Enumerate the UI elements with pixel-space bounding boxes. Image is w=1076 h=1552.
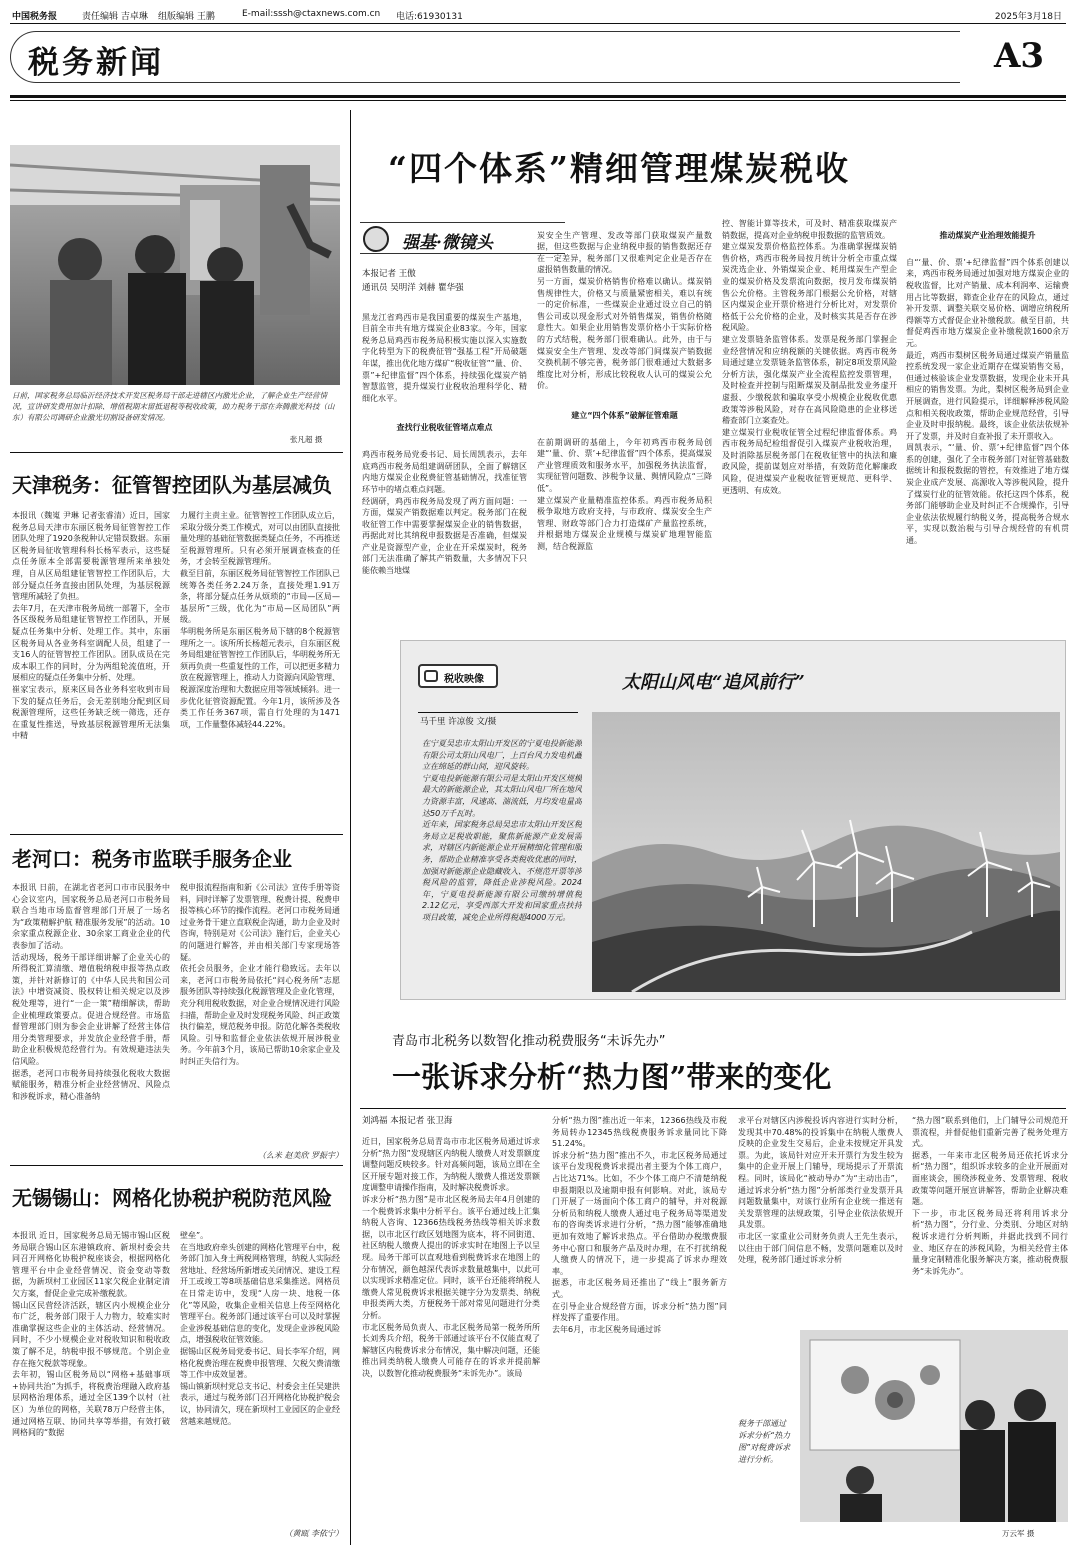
byline-main-2: 通讯员 吴明洋 刘赫 瞿华强 (362, 283, 464, 293)
photo-caption-inspection (12, 390, 340, 423)
main-subhead-2: 建立“四个体系”破解征管难题 (571, 410, 678, 420)
header-email: E-mail:sssh@ctaxnews.com.cn (242, 9, 381, 19)
main-col1-lead: 黑龙江省鸡西市是我国重要的煤炭生产基地，目前全市共有地方煤炭企业83家。今年，国家税务总局鸡西市税务局积极实施以深入实施数字化转型为下的税费征管“强基工程”开局破题年谋，推出优化地方煤矿“税收征管”“量、价、票”+纪律监督”四个体系，持续强化煤炭产销智慧监管，提升煤炭行业税收治理科学化、精细化水平。 (362, 312, 527, 403)
page-number: A3 (994, 36, 1045, 76)
feature-title: 太阳山风电“追风前行” (622, 672, 805, 693)
headline-wuxi: 无锡锡山：网格化协税护税防范风险 (12, 1186, 332, 1210)
photo-inspection (10, 145, 340, 385)
main-col4 (906, 218, 1069, 610)
caption-text: 日前，国家税务总局临沂经济技术开发区税务局干部走进辖区内激光企业，了解企业生产经营情况，宣讲研发费用加计扣除、增值税期末留抵退税等税收政策，助力税务干部在奔腾激光科技（山东）有限公司调研企业激光切割设备研发情况。 (12, 391, 335, 422)
main-col2-body-b: 在前期调研的基础上，今年初鸡西市税务局创建“‘量、价、票’+纪律监督”四个体系，提高煤炭产业管理质效和服务水平，加强税务执法监督，实现征管问题数、涉税争议量、舆情风险点“三降低”。 建立煤炭产业量精准监控体系。鸡西市税务局积极争取地方政府支持，与市政府、煤炭安全生产管理、财政等部门合力打造煤矿产量监控系统，并根据地方煤炭企业规模与煤炭矿地理智能监测，结合税源监 (537, 437, 712, 552)
qingdao-photo-caption: 税务干部通过诉求分析“热力图”对税费诉求进行分析。 (738, 1419, 791, 1464)
main-col2-body: 炭安全生产管理、发改等部门获取煤炭产量数据，但这些数据与企业纳税申报的销售数据还存在一定差异，税务部门又很难判定企业是否存在虚报销售数量的情况。 另一方面，煤炭价格销售价格难以确认。煤炭销售规律性大，价格又与质量紧密相关，难以有统一的定价标准，一些煤炭企业通过设立自己的销售公司或以现金形式对外销售煤炭，销售价格随意性大。如果企业用销售发票价格小于实际价格的方式结税，税务部门很难确认。此外，由于与煤炭安全生产管理、发改等部门间煤炭产销数据交换机制不够完善，税务部门很难通过大数据多维度比对分析，形成比较税收人认可的煤炭公允价。 (537, 230, 712, 391)
headline-tianjin: 天津税务：征管智控团队为基层减负 (12, 473, 332, 497)
tianjin-col1: 本报讯（魏嵬 尹琳 记者张睿清）近日，国家税务总局天津市东丽区税务局征管智控工作团队处理了1920条税种认定错误数据。东丽区税务局征收管理科科长杨军表示，这些疑点任务原本全部需要税源管理所来单独处理，自从区局组建征管智控工作团队后，大部分疑点任务直接由团队处理，为基层税源管理所减轻了负担。 去年7月，在天津市税务局统一部署下，全市各区级税务局组建征管智控工作团队，开展疑点任务集中分析、处理工作。其中，东丽区税务局从各业务科室调配人员，组建了一支16人的征管智控工作团队。团队成员在完成本职工作的同时，分为两组轮流值班，开展相应的疑点任务集中分析、处理。 崔家宝表示，原来区局各业务科室收到市局下发的疑点任务后，会无差别地分配到区局税源管理所，这些任务缺乏统一筛选，还存在重复性推送，导致基层税源管理所无法集中精 (12, 511, 170, 741)
main-col1 (362, 300, 527, 610)
photo-heat-map (800, 1330, 1068, 1522)
microscope-icon (363, 226, 389, 252)
column-logo-text: 强基·微镜头 (402, 233, 493, 253)
headline-laohekou: 老河口：税务市监联手服务企业 (12, 847, 292, 871)
header-date: 2025年3月18日 (994, 12, 1062, 22)
header-paper-name: 中国税务报 (12, 12, 58, 22)
qingdao-kicker: 青岛市北税务以数智化推动税费服务“未诉先办” (392, 1034, 666, 1049)
header-layout-editor: 组版编辑 王鹏 (158, 12, 215, 22)
qingdao-col3: 求平台对辖区内涉税投诉内容进行实时分析，发现其中70.48%的投诉集中在纳税人缴费人反映的企业发生交易后，企业未按规定开具发票。为此，该局针对应开未开票行为发生较为集中的企业开展上门辅导，现场提示了开票流程。同时，该局化“被动导办”为“主动出击”，通过诉求分析“热力图”分析部类行业发票开具问题数量集中，对该行业所有企业统一推送有关发票管理的法规政策，引导企业依法依规开具发票。 市北区一家重业公司财务负责人王先生表示，以往由于部门间信息不畅，发票问题难以及时处理，税务部门通过诉求分析 (738, 1116, 903, 1265)
photo-credit-inspection: 张凡超 摄 (290, 435, 323, 444)
section-title: 税务新闻 (28, 45, 164, 81)
tianjin-col2: 力履行主责主业。征管智控工作团队成立后，采取分级分类工作模式，对可以由团队直接批量处理的基础征管数据类疑点任务，不再推送至税源管理所。只有必须开展调查核查的任务，才会转至税源管理所。 截至目前，东丽区税务局征管智控工作团队已统筹各类任务2.24万条，直接处理1.91万条，将部分疑点任务从烦琐的“市局—区局—基层所”三级，优化为“市局—区局团队”两级。 华明税务所是东丽区税务局下辖的8个税源管理所之一。该所所长杨超元表示，自东丽区税务局组建征管智控工作团队后，华明税务所无须再负责一些重复性的工作，可以把更多精力放在税源管理上，推动人力资源向风险管理、税源深度治理和大数据应用等领域倾斜。进一步优化征管资源配置。今年1月，该所涉及各类工作任务367项，需自行处理的为1471项，工作量整体减轻44.22%。 (180, 511, 340, 729)
camera-icon (424, 670, 438, 682)
byline-qingdao: 刘鸿福 本报记者 张卫海 (362, 1116, 453, 1126)
feature-byline: 马千里 许凉俊 文/摄 (420, 717, 497, 727)
main-subhead-3: 推动煤炭产业治理效能提升 (939, 230, 1036, 240)
laohekou-col2: 税申报流程指南和新《公司法》宣传手册等资料，同时详解了发票管理、税费计提、税费申报等核心环节的操作流程。老河口市税务局通过业务骨干建立直联税企沟通，助力企业及时咨询，特别是对《公司法》施行后，企业关心的问题进行解答，并由相关部门专家现场答疑。 依托会员服务，企业才能行稳致远。去年以来，老河口市税务局依托“问心税务所”志愿服务团队等持续强化税源管理及企业化管理，充分利用税收数据，对企业合规情况进行风险扫描，帮助企业及时发现税务风险、纠正政策执行偏差，规范税务申报。防范化解各类税收风险。引导和监督企业依法依规开展涉税业务。今年前3个月，该局已帮助10余家企业及时纠正失信行为。 (180, 883, 340, 1066)
column-logo-yingxiang-text: 税收映像 (444, 674, 484, 685)
column-logo-jiwei (360, 222, 565, 254)
column-logo-yingxiang (418, 664, 498, 688)
main-col1-body: 鸡西市税务局党委书记、局长周凯表示，去年底鸡西市税务局组建调研团队，全面了解辖区内地方煤炭企业税费征管基础情况，找准征管环节中的堵点难点问题。 经调研，鸡西市税务局发现了两方面问题：一方面，煤炭产销数据难以判定。税务部门在税收征管工作中需要掌握煤炭企业的销售数据，再据此对比其纳税申报数据是否准确，但煤炭产业是资源型产业，企业在开采煤炭时，税务部门无法准确了解其产销数量，大多情况下只能依赖当地煤 (362, 450, 527, 576)
wuxi-col1: 本报讯 近日，国家税务总局无锡市锡山区税务局联合锡山区东港镇政府、新坝村委会共同召开网格化协税护税座谈会，根据网格化管理平台中企业经营情况、资金变动等数据，为新坝村工业园区11家欠税企业制定清欠方案，督促企业完成补缴税款。 锡山区民营经济活跃，辖区内小规模企业分布广泛，税务部门限于人力物力，较难实时准确掌握这些企业的主体活动、经营情况。同时，不少小规模企业对税收知识和税收政策了解不足，纳税申报不够规范。个别企业存在拖欠税款等现象。 去年初，锡山区税务局以“网格+基础事项+协同共治”为抓手，将税费治理融入政府基层网格治理体系，通过全区139个以村（社区）为单位的网格，关联78万户经营主体，通过网格互联、协同共享等举措，有效打破网格间的“数据 (12, 1231, 170, 1438)
main-col2 (537, 218, 712, 610)
header-phone: 电话:61930131 (396, 12, 463, 22)
header-editor: 责任编辑 吉卓琳 (82, 12, 148, 22)
headline-main: “四个体系”精细管理煤炭税收 (388, 149, 850, 188)
qingdao-col4: “热力图”联系到他们，上门辅导公司规范开票流程，并督促他们重新完善了税务处理方式。 据悉，一年来市北区税务局还依托诉求分析“热力图”，组织诉求较多的企业开展面对面座谈会，围绕涉税业务、发票管理、税收政策等问题开展宣讲解答，帮助企业解决难题。 下一步，市北区税务局还将利用诉求分析“热力图”，分行业、分类别、分地区对纳税诉求进行分析判断，并据此找到不同行业、地区存在的涉税风险，为相关经营主体量身定制精准化服务解决方案，推动税费服务“未诉先办”。 (912, 1116, 1068, 1276)
headline-qingdao: 一张诉求分析“热力图”带来的变化 (392, 1060, 832, 1094)
qingdao-col1: 近日，国家税务总局青岛市市北区税务局通过诉求分析“热力图”发现辖区内纳税人缴费人对发票额度调整问题反映较多。针对高频问题，该局立即在全区开展专题对接工作，为纳税人缴费人推送发票额度调整申请操作指南，及时解决税费诉求。 诉求分析“热力图”是市北区税务局去年4月创建的一个税费诉求集中分析平台。该平台通过线上汇集纳税人咨询、12366热线税务热线等相关诉求数据，以市北区行政区划地图为底本，将不同街道、社区纳税人缴费人提出的诉求实时在地图上予以呈现。局务干部可以直观地看到税费诉求在地图上的分布情况，颜色越深代表诉求数量越集中，以此可以实现诉求精准定位。同时，该平台还能将纳税人缴费人常见税费诉求根据关键字分为发票类、纳税申报类两大类，方便税务干部对常见问题进行分类分析。 市北区税务局负责人、市北区税务局第一税务所所长刘秀兵介绍，税务干部通过该平台不仅能直观了解辖区内税费诉求分布情况，集中解决问题，还能推出同类纳税人缴费人可能存在的诉求并提前解决，以数智化推动税费服务“未诉先办”。该局 (362, 1137, 540, 1378)
byline-main-1: 本报记者 王傲 (362, 269, 416, 279)
main-col3: 控、智能计算等技术，可及时、精准获取煤炭产销数据，提高对企业纳税申报数据的监管质效。 建立煤炭发票价格监控体系。为准确掌握煤炭销售价格，鸡西市税务局按月统计分析全市重点煤炭洗选企业、外销煤炭企业、耗用煤炭生产型企业的煤炭价格及发票流向数据，按月发布煤炭销售公允价格。主管税务部门根据公允价格，对辖区内煤炭企业开票价格进行分析比对，对发票价格低于公允价格的企业，及时核实其是否存在涉税风险。 建立发票链条监管体系。发票是税务部门掌握企业经营情况和应纳税额的关键依据。鸡西市税务局通过建立发票链条监管体系，制定8项发票风险分析方法，强化煤炭产业全流程监控发票管理，及时检查并控制与阻断煤炭及制品批发业务虚开虚报、少缴税款和骗取享受小规模企业税收优惠政策等涉税风险，对存在高风险隐患的企业移送稽查部门立案查处。 建立煤炭行业税收征管全过程纪律监督体系。鸡西市税务局纪检组督促引入煤炭产业税收治理，及时消除基层税务部门在税收征管中的执法和廉政风险，提前谋划应对举措，有效防范化解廉政风险，促进煤炭产业税收征管更规范、更科学、更透明、有成效。 (722, 219, 897, 495)
main-subhead-1: 查找行业税收征管堵点难点 (396, 422, 493, 432)
photo-wind-turbines (592, 712, 1060, 992)
qingdao-photo-credit: 万云军 摄 (1002, 1529, 1035, 1538)
qingdao-col2: 分析“热力图”推出近一年来，12366热线及市税务局转办12345热线税费服务诉求量同比下降51.24%。 诉求分析“热力图”推出不久，市北区税务局通过该平台发现税费诉求提出者主要为个体工商户，占比达71%。比如，不少个体工商户不清楚纳税申报期限以及逾期申报有何影响。对此，该局专门开展了一场面向个体工商户的辅导，并对税源分析员和纳税人缴费人通过电子税务局等渠道发布的咨询类诉求进行分析，“热力图”能够准确地更加有效地了解诉求热点。平台借助办税缴费服务中心窗口和服务产品及时办理，在不打扰纳税人缴费人的情况下，进一步提高了诉求办理效率。 据悉，市北区税务局还推出了“线上”服务新方式。 在引导企业合规经营方面，诉求分析“热力图”同样发挥了重要作用。 去年6月，市北区税务局通过诉 (552, 1116, 727, 1334)
main-col4-body: 自“‘量、价、票’+纪律监督”四个体系创建以来，鸡西市税务局通过加强对地方煤炭企业的税收监督，比对产销量、成本利润率、运输费用占比等数据，筛查企业存在的风险点，通过补开发票、调整关联交易价格、调增应纳税所得额等方式督促企业补缴税款。截至目前，共督促鸡西市地方煤炭企业补缴税款1600余万元。 最近，鸡西市梨树区税务局通过煤炭产销量监控系统发现一家企业近期存在煤炭销售交易，但通过核验该企业发票数据，发现企业未开具相应的销售发票。为此，梨树区税务局到企业开展调查，进行风险提示，详细解释涉税风险点和相关税收政策，帮助企业规范经营，引导企业及时申报纳税。最终，该企业依法依规补开了发票，并及时自查补报了未开票收入。 周凯表示，“‘量、价、票’+纪律监督”四个体系的创建，强化了全市税务部门对征管基础数据统计和报税数据的管控，有效推进了地方煤炭企业成产发展、高源收入等涉税风险，提升了煤炭行业的征管效能。依托这四个体系，税务部门能够助企业及时纠正不合规操作，引导企业依法依规履行纳税义务，提高税务合规水平，实现以数治税与引导合规经营的有机贯通。 (906, 257, 1069, 546)
laohekou-credit: （么米 赵美欣 罗振宇） (257, 1151, 343, 1160)
laohekou-col1: 本报讯 日前，在湖北省老河口市市民服务中心会议室内，国家税务总局老河口市税务局联合当地市场监督管理部门开展了一场名为“政策精解护航 精准服务发展”的活动。10余家重点税源企业、30余家工商业企业的代表参加了活动。 活动现场，税务干部详细讲解了企业关心的所得税汇算清缴、增值税纳税申报等热点政策，并针对新修订的《中华人民共和国公司法》中增资减资、股权转让相关规定以及涉税处理等，进行“一企一策”精细解读，帮助企业梳理政策要点。促进合规经营。市场监督管理部门则为参会企业讲解了经营主体信用分类管理要求，并发放企业经营手册，帮助企业积极规范经营行为。有效规避违法失信风险。 据悉，老河口市税务局持续强化税收大数据赋能服务，精准分析企业经营情况、风险点和涉税诉求，精心准备纳 (12, 883, 170, 1101)
feature-text: 在宁夏吴忠市太阳山开发区的宁夏电投新能源有限公司太阳山风电厂，上百台风力发电机矗立在绵延的群山间，迎风旋转。 宁夏电投新能源有限公司是太阳山开发区规模最大的新能源企业，其太阳山风电厂所在地风力资源丰富，风速高、湍流低，月均发电量高达50万千瓦时。 近年来，国家税务总局吴忠市太阳山开发区税务局立足税收职能，聚焦新能源产业发展需求，对辖区内新能源企业开展精细化管理和服务，帮助企业精准享受各类税收优惠的同时，加强对新能源企业隐藏收入、不规范开票等涉税风险的监管，降低企业涉税风险。2024年，宁夏电投新能源有限公司缴纳增值税2.12亿元，享受西部大开发和国家重点扶持项目政策，减免企业所得税超4000万元。 (422, 739, 582, 922)
wuxi-credit: （黄瓯 李依宁） (284, 1529, 343, 1538)
wuxi-col2: 壁垒”。 在当地政府牵头创建的网格化管理平台中，税务部门加入身土两税网格管理，纳税人实际经营地址、经营场所新增或关闭情况、建设工程开工或竣工等8项基础信息采集推送。网格员在日常走访中，发现“人房一块、地税一体化”等风险，收集企业相关信息上传至网格化管理平台。税务部门通过该平台可以及时掌握企业涉税基础信息的变化，发现企业涉税风险点，增强税收征管效能。 据锡山区税务局党委书记、局长李军介绍，网格化税费治理在税费申报管理、欠税欠费清缴等工作中成效显著。 锡山镇新坝村党总支书记、村委会主任吴建洪表示，通过与税务部门召开网格化协税护税会议，协同清欠，现在新坝村工业园区的企业经营越来越规范。 (180, 1231, 340, 1426)
